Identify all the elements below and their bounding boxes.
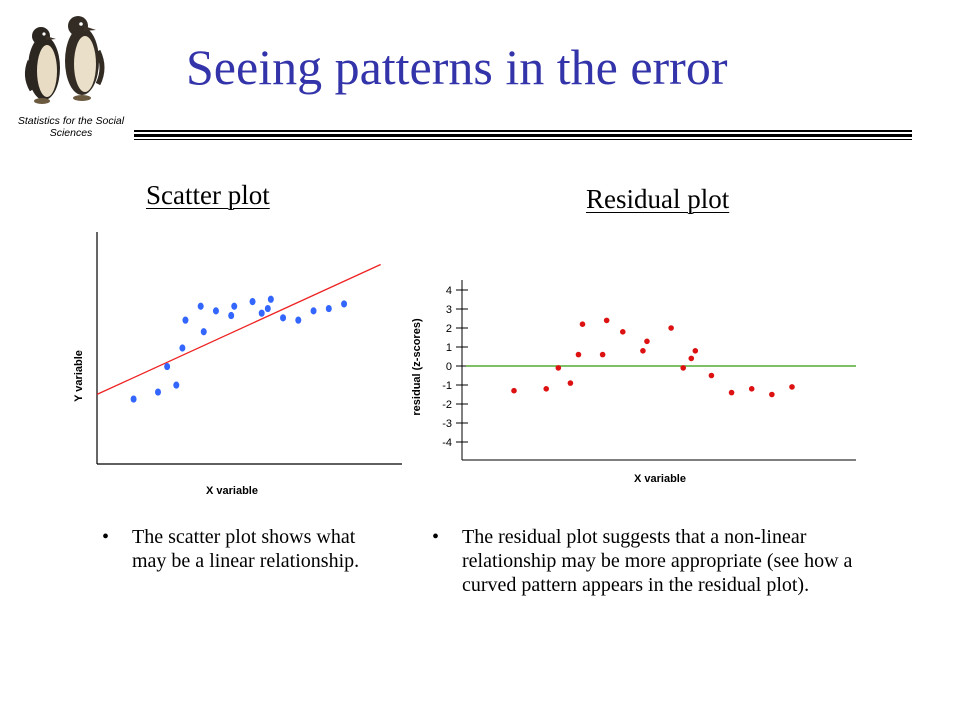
scatter-point-9	[228, 312, 234, 319]
scatter-point-12	[259, 310, 265, 317]
residual-plot-chart	[404, 280, 860, 490]
residual-point-15	[709, 373, 715, 379]
residual-point-19	[789, 384, 795, 390]
logo-caption: Statistics for the Social Sciences	[17, 115, 125, 139]
scatter-point-18	[326, 305, 332, 312]
scatter-point-10	[231, 303, 237, 310]
scatter-points-group	[131, 296, 347, 403]
scatter-point-16	[295, 317, 301, 324]
header-rule-bottom	[134, 139, 912, 140]
scatter-point-8	[213, 307, 219, 314]
scatter-bullet	[102, 525, 387, 573]
residual-point-8	[620, 329, 626, 335]
scatter-point-4	[179, 344, 185, 351]
scatter-point-19	[341, 300, 347, 307]
penguin-left-icon	[27, 27, 60, 104]
scatter-point-11	[250, 298, 256, 305]
scatter-point-7	[201, 328, 207, 335]
bullet-dot-icon: •	[102, 526, 110, 548]
residual-y-ticks-group	[442, 285, 468, 449]
residual-tick-label: 3	[445, 304, 452, 316]
residual-tick-label: 1	[445, 342, 452, 354]
residual-point-10	[644, 339, 650, 345]
residual-x-axis-label: X variable	[634, 473, 686, 485]
header-rule-top	[134, 130, 912, 132]
residual-point-14	[693, 348, 699, 354]
scatter-point-0	[131, 395, 137, 402]
scatter-point-15	[280, 314, 286, 321]
slide-title: Seeing patterns in the error	[186, 39, 728, 95]
scatter-point-6	[198, 303, 204, 310]
scatter-point-5	[182, 317, 188, 324]
residual-y-axis-label: residual (z-scores)	[411, 318, 423, 416]
scatter-plot-heading: Scatter plot	[146, 180, 270, 210]
residual-point-5	[580, 321, 586, 327]
residual-point-11	[668, 325, 674, 331]
scatter-plot-chart	[62, 226, 404, 502]
residual-point-4	[576, 352, 582, 358]
scatter-point-17	[311, 307, 317, 314]
residual-point-17	[749, 386, 755, 392]
residual-point-9	[640, 348, 646, 354]
penguin-right-icon	[65, 16, 102, 101]
bullet-dot-icon: •	[432, 526, 440, 548]
residual-tick-label: -3	[442, 418, 452, 430]
scatter-x-axis-label: X variable	[206, 485, 258, 497]
residual-plot-heading: Residual plot	[586, 184, 730, 214]
scatter-bullet-text: The scatter plot shows what may be a linear relationship.	[132, 526, 360, 572]
scatter-point-13	[265, 305, 271, 312]
residual-point-6	[600, 352, 606, 358]
residual-points-group	[511, 318, 795, 398]
scatter-y-axis-label: Y variable	[73, 350, 85, 402]
residual-point-0	[511, 388, 517, 394]
residual-tick-label: -4	[442, 437, 452, 449]
residual-tick-label: 0	[445, 361, 452, 373]
residual-tick-label: -1	[442, 380, 452, 392]
residual-tick-label: 4	[445, 285, 452, 297]
residual-point-3	[568, 380, 574, 386]
residual-point-1	[543, 386, 549, 392]
residual-point-18	[769, 392, 775, 398]
residual-point-16	[729, 390, 735, 396]
scatter-point-3	[173, 382, 179, 389]
residual-point-12	[680, 365, 686, 371]
residual-point-2	[556, 365, 562, 371]
scatter-point-14	[268, 296, 274, 303]
residual-bullet-text: The residual plot suggests that a non-linear relationship may be more appropriate (see how a curved pattern appears in the residual plot).	[462, 526, 853, 596]
header-rule-middle	[134, 134, 912, 137]
regression-line	[97, 264, 381, 394]
penguins-logo	[10, 6, 120, 106]
residual-tick-label: -2	[442, 399, 452, 411]
residual-tick-label: 2	[445, 323, 452, 335]
residual-point-13	[688, 356, 694, 362]
scatter-point-1	[155, 388, 161, 395]
residual-bullet	[432, 525, 882, 597]
scatter-point-2	[164, 363, 170, 370]
residual-point-7	[604, 318, 610, 324]
